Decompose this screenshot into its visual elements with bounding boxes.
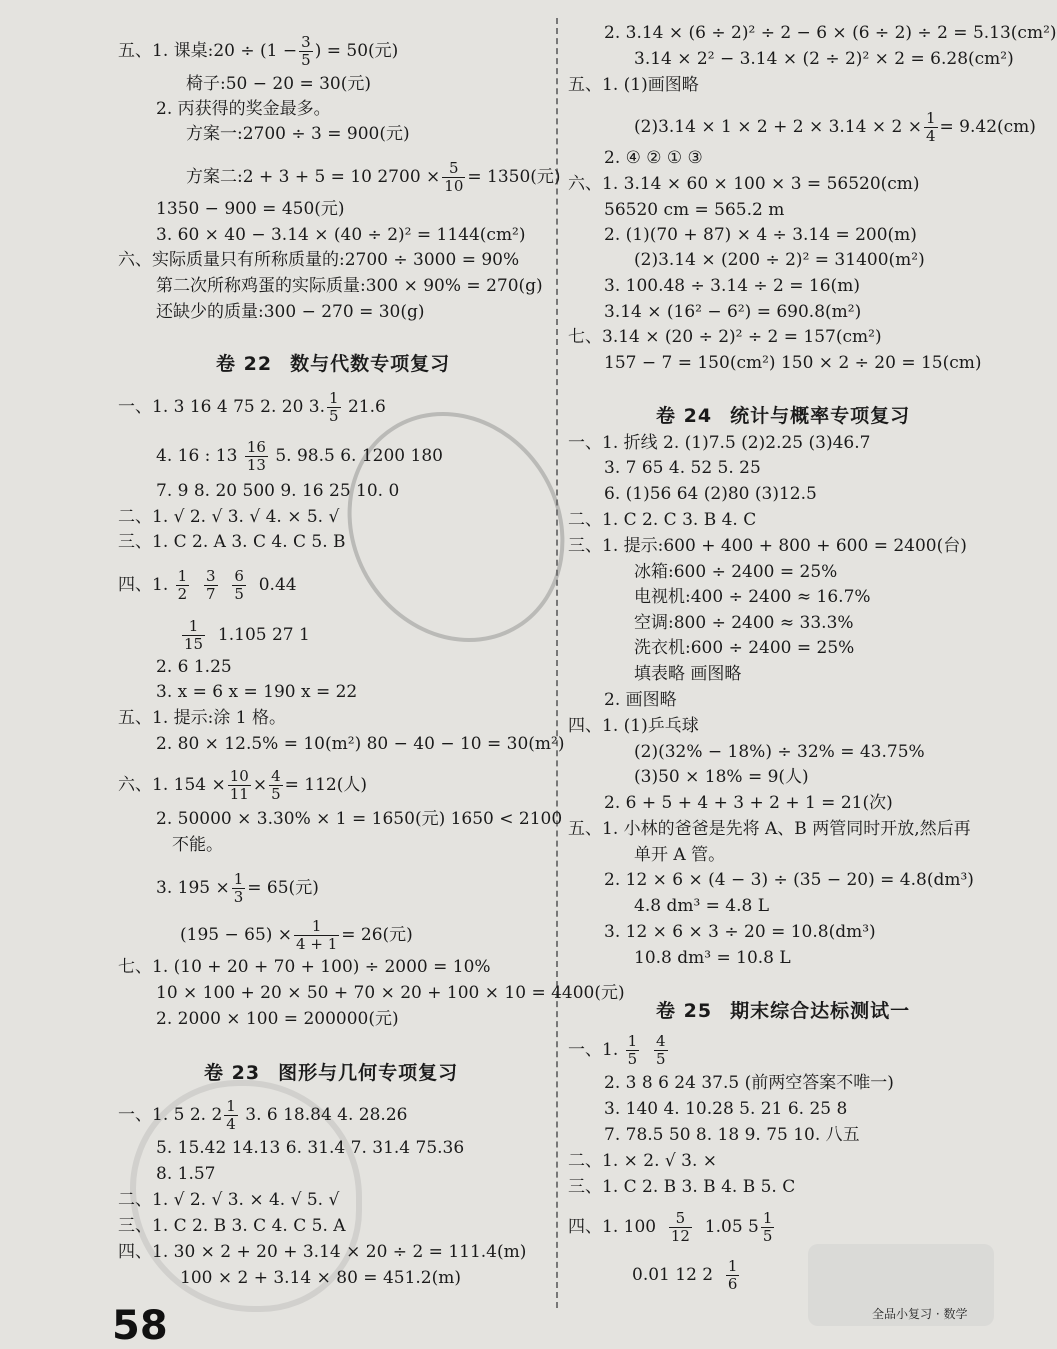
answer-line: 2. 3.14 × (6 ÷ 2)² ÷ 2 − 6 × (6 ÷ 2) ÷ 2 = 5.13(cm²): [604, 23, 1057, 43]
answer-line: 不能。: [172, 835, 223, 855]
answer-line: 填表略 画图略: [634, 664, 742, 684]
answer-line: 二、1. × 2. √ 3. ×: [568, 1151, 717, 1171]
fraction: $\frac{5}{10}$: [444, 159, 464, 195]
answer-line: 6. (1)56 64 (2)80 (3)12.5: [604, 484, 817, 504]
answer-line: 四、1. (1)乒乓球: [568, 716, 699, 736]
answer-line: 3. 100.48 ÷ 3.14 ÷ 2 = 16(m): [604, 276, 860, 296]
fraction: $\frac{16}{13}$: [246, 438, 266, 474]
answer-line: 洗衣机:600 ÷ 2400 = 25%: [634, 638, 855, 658]
answer-line: (195 − 65) × $\frac{1}{4 + 1}$ = 26(元): [180, 917, 413, 953]
answer-line: 4. 16 : 13 $\frac{16}{13}$ 5. 98.5 6. 1200 180: [156, 438, 443, 474]
answer-line: 3. 140 4. 10.28 5. 21 6. 25 8: [604, 1099, 848, 1119]
answer-line: 还缺少的质量:300 − 270 = 30(g): [156, 302, 425, 322]
fraction: $\frac{1}{5}$: [329, 389, 339, 425]
answer-line: 3. 7 65 4. 52 5. 25: [604, 458, 761, 478]
answer-line: 三、1. 提示:600 + 400 + 800 + 600 = 2400(台): [568, 536, 967, 556]
answer-line: 二、1. √ 2. √ 3. √ 4. × 5. √: [118, 507, 340, 527]
section-heading-23: 卷 23 图形与几何专项复习: [204, 1062, 459, 1084]
answer-line: 2. 6 + 5 + 4 + 3 + 2 + 1 = 21(次): [604, 793, 893, 813]
fraction: $\frac{1}{4}$: [226, 1097, 236, 1133]
answer-line: 0.01 12 2 $\frac{1}{6}$: [632, 1257, 738, 1293]
answer-line: 六、实际质量只有所称质量的:2700 ÷ 3000 = 90%: [118, 250, 520, 270]
answer-line: 第二次所称鸡蛋的实际质量:300 × 90% = 270(g): [156, 276, 543, 296]
fraction: $\frac{3}{7}$: [206, 567, 216, 603]
answer-line: 56520 cm = 565.2 m: [604, 200, 785, 220]
fraction: $\frac{1}{3}$: [233, 870, 244, 906]
answer-line: 5. 15.42 14.13 6. 31.4 7. 31.4 75.36: [156, 1138, 465, 1158]
answer-line: 一、1. 5 2. 2 $\frac{1}{4}$ 3. 6 18.84 4. 28.26: [118, 1097, 408, 1133]
answer-line: 2. 3 8 6 24 37.5 (前两空答案不唯一): [604, 1073, 894, 1093]
fraction: $\frac{5}{12}$: [670, 1209, 690, 1245]
answer-line: 7. 9 8. 20 500 9. 16 25 10. 0: [156, 481, 400, 501]
answer-line: 2. 50000 × 3.30% × 1 = 1650(元) 1650 < 2100: [156, 809, 563, 829]
answer-line: 3.14 × 2² − 3.14 × (2 ÷ 2)² × 2 = 6.28(cm²): [634, 49, 1014, 69]
answer-line: 8. 1.57: [156, 1164, 216, 1184]
fraction: $\frac{4}{5}$: [656, 1032, 666, 1068]
answer-line: 2. (1)(70 + 87) × 4 ÷ 3.14 = 200(m): [604, 225, 917, 245]
fraction: $\frac{1}{4}$: [925, 109, 936, 145]
answer-line: 五、1. 提示:涂 1 格。: [118, 708, 286, 728]
answer-line: $\frac{1}{15}$ 1.105 27 1: [184, 617, 310, 653]
answer-line: 3. 12 × 6 × 3 ÷ 20 = 10.8(dm³): [604, 922, 876, 942]
answer-line: 10 × 100 + 20 × 50 + 70 × 20 + 100 × 10 = 4400(元): [156, 983, 625, 1003]
answer-line: 100 × 2 + 3.14 × 80 = 451.2(m): [180, 1268, 462, 1288]
answer-line: (2)(32% − 18%) ÷ 32% = 43.75%: [634, 742, 925, 762]
answer-line: 空调:800 ÷ 2400 ≈ 33.3%: [634, 613, 854, 633]
answer-line: (2)3.14 × 1 × 2 + 2 × 3.14 × 2 × $\frac{1}{4}$ = 9.42(cm): [634, 109, 1036, 145]
answer-line: 2. 丙获得的奖金最多。: [156, 99, 331, 119]
answer-line: 2. 2000 × 100 = 200000(元): [156, 1009, 399, 1029]
section-heading-24: 卷 24 统计与概率专项复习: [656, 405, 911, 427]
answer-line: 2. ④ ② ① ③: [604, 148, 703, 168]
answer-line: 椅子:50 − 20 = 30(元): [186, 74, 371, 94]
answer-line: 3.14 × (16² − 6²) = 690.8(m²): [604, 302, 862, 322]
answer-line: 六、1. 3.14 × 60 × 100 × 3 = 56520(cm): [568, 174, 920, 194]
answer-line: 2. 画图略: [604, 690, 677, 710]
answer-line: 冰箱:600 ÷ 2400 = 25%: [634, 562, 838, 582]
answer-line: 单开 A 管。: [634, 845, 726, 865]
answer-line: 四、1. 100 $\frac{5}{12}$ 1.05 5 $\frac{1}{5}$: [568, 1209, 773, 1245]
fraction: $\frac{10}{11}$: [229, 767, 249, 803]
fraction: $\frac{1}{15}$: [184, 617, 204, 653]
answer-line: 六、1. 154 × $\frac{10}{11}$ × $\frac{4}{5}$ = 112(人): [118, 767, 367, 803]
series-label: 全品小复习 · 数学: [872, 1307, 968, 1321]
answer-line: 1350 − 900 = 450(元): [156, 199, 345, 219]
answer-line: 五、1. 课桌:20 ÷ (1 − $\frac{3}{5}$ ) = 50(元): [118, 33, 399, 69]
answer-line: 10.8 dm³ = 10.8 L: [634, 948, 791, 968]
fraction: $\frac{3}{5}$: [301, 33, 311, 69]
answer-line: 2. 6 1.25: [156, 657, 232, 677]
fraction: $\frac{6}{5}$: [234, 567, 244, 603]
answer-line: 3. 60 × 40 − 3.14 × (40 ÷ 2)² = 1144(cm²): [156, 225, 526, 245]
answer-line: 七、1. (10 + 20 + 70 + 100) ÷ 2000 = 10%: [118, 957, 491, 977]
answer-line: 七、3.14 × (20 ÷ 2)² ÷ 2 = 157(cm²): [568, 327, 882, 347]
answer-line: (3)50 × 18% = 9(人): [634, 767, 809, 787]
answer-line: 五、1. 小林的爸爸是先将 A、B 两管同时开放,然后再: [568, 819, 971, 839]
answer-line: 四、1. 30 × 2 + 20 + 3.14 × 20 ÷ 2 = 111.4(m): [118, 1242, 527, 1262]
answer-line: 4.8 dm³ = 4.8 L: [634, 896, 770, 916]
fraction: $\frac{1}{4 + 1}$: [296, 917, 338, 953]
answer-line: (2)3.14 × (200 ÷ 2)² = 31400(m²): [634, 250, 925, 270]
answer-line: 二、1. C 2. C 3. B 4. C: [568, 510, 757, 530]
section-heading-25: 卷 25 期末综合达标测试一: [656, 1000, 911, 1022]
answer-line: 2. 12 × 6 × (4 − 3) ÷ (35 − 20) = 4.8(dm³): [604, 870, 974, 890]
answer-line: 二、1. √ 2. √ 3. × 4. √ 5. √: [118, 1190, 340, 1210]
fraction: $\frac{1}{6}$: [727, 1257, 738, 1293]
answer-line: 五、1. (1)画图略: [568, 75, 699, 95]
answer-line: 3. x = 6 x = 190 x = 22: [156, 682, 358, 702]
answer-line: 三、1. C 2. B 3. C 4. C 5. A: [118, 1216, 346, 1236]
answer-line: 157 − 7 = 150(cm²) 150 × 2 ÷ 20 = 15(cm): [604, 353, 982, 373]
answer-line: 三、1. C 2. B 3. B 4. B 5. C: [568, 1177, 796, 1197]
fraction: $\frac{1}{5}$: [762, 1209, 773, 1245]
answer-line: 一、1. 折线 2. (1)7.5 (2)2.25 (3)46.7: [568, 433, 871, 453]
section-heading-22: 卷 22 数与代数专项复习: [216, 353, 451, 375]
answer-line: 一、1. 3 16 4 75 2. 20 3. $\frac{1}{5}$ 21.6: [118, 389, 386, 425]
answer-line: 三、1. C 2. A 3. C 4. C 5. B: [118, 532, 346, 552]
answer-line: 电视机:400 ÷ 2400 ≈ 16.7%: [634, 587, 871, 607]
fraction: $\frac{1}{5}$: [627, 1032, 638, 1068]
answer-line: 3. 195 × $\frac{1}{3}$ = 65(元): [156, 870, 319, 906]
page-number: 58: [112, 1303, 168, 1349]
fraction: $\frac{4}{5}$: [271, 767, 281, 803]
fraction: $\frac{1}{2}$: [177, 567, 188, 603]
answer-line: 7. 78.5 50 8. 18 9. 75 10. 八五: [604, 1125, 860, 1145]
answer-line: 一、1. $\frac{1}{5}$ $\frac{4}{5}$: [568, 1032, 666, 1068]
answer-line: 方案二:2 + 3 + 5 = 10 2700 × $\frac{5}{10}$ = 1350(元): [186, 159, 561, 195]
answer-line: 方案一:2700 ÷ 3 = 900(元): [186, 124, 410, 144]
answer-line: 2. 80 × 12.5% = 10(m²) 80 − 40 − 10 = 30(m²): [156, 734, 565, 754]
answer-line: 四、1. $\frac{1}{2}$ $\frac{3}{7}$ $\frac{6}{5}$ 0.44: [118, 567, 297, 603]
column-divider: [556, 18, 558, 1308]
